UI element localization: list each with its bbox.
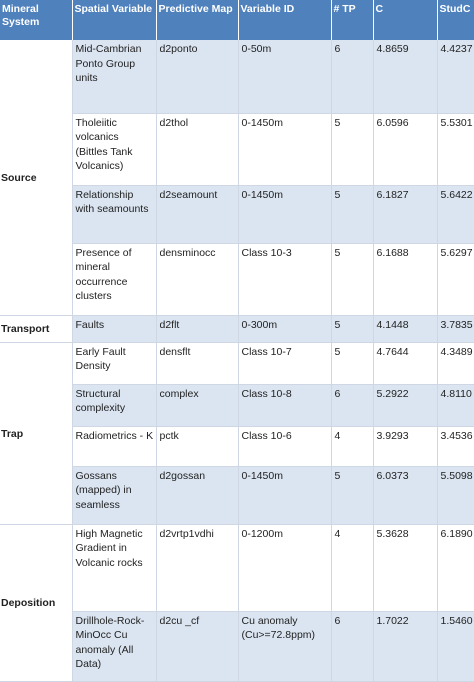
studc-cell: 4.8110 xyxy=(437,384,474,426)
system-trap: Trap xyxy=(0,342,72,524)
studc-cell: 4.3489 xyxy=(437,342,474,384)
variable-id-cell: Class 10-6 xyxy=(238,426,331,466)
table-row xyxy=(0,426,474,466)
studc-cell: 6.1890 xyxy=(437,524,474,611)
spatial-variable-cell: High Magnetic Gradient in Volcanic rocks xyxy=(72,524,156,611)
variable-id-cell: 0-1200m xyxy=(238,524,331,611)
spatial-variable-cell: Mid-Cambrian Ponto Group units xyxy=(72,40,156,113)
variable-id-cell: Cu anomaly (Cu>=72.8ppm) xyxy=(238,611,331,681)
table-row xyxy=(0,342,474,384)
variable-id-cell: 0-1450m xyxy=(238,466,331,524)
tp-cell: 5 xyxy=(331,185,373,243)
predictive-map-cell: d2gossan xyxy=(156,466,238,524)
system-deposition: Deposition xyxy=(0,524,72,681)
variable-id-cell: 0-1450m xyxy=(238,185,331,243)
header-variable-id: Variable ID xyxy=(238,0,331,40)
spatial-variable-cell: Structural complexity xyxy=(72,384,156,426)
variable-id-cell: Class 10-3 xyxy=(238,243,331,315)
tp-cell: 6 xyxy=(331,611,373,681)
tp-cell: 4 xyxy=(331,426,373,466)
predictive-map-cell: complex xyxy=(156,384,238,426)
header-studc: StudC xyxy=(437,0,474,40)
spatial-variable-cell: Early Fault Density xyxy=(72,342,156,384)
table-row xyxy=(0,243,474,315)
table-row xyxy=(0,384,474,426)
studc-cell: 5.5301 xyxy=(437,113,474,185)
predictive-map-cell: d2thol xyxy=(156,113,238,185)
variable-id-cell: Class 10-7 xyxy=(238,342,331,384)
c-cell: 4.7644 xyxy=(373,342,437,384)
predictive-map-cell: d2vrtp1vdhi xyxy=(156,524,238,611)
header-mineral-system: Mineral System xyxy=(0,0,72,40)
studc-cell: 1.5460 xyxy=(437,611,474,681)
table-row xyxy=(0,466,474,524)
spatial-variable-cell: Radiometrics - K xyxy=(72,426,156,466)
spatial-variable-cell: Tholeiitic volcanics (Bittles Tank Volcanics) xyxy=(72,113,156,185)
spatial-variable-cell: Gossans (mapped) in seamless xyxy=(72,466,156,524)
spatial-variable-cell: Presence of mineral occurrence clusters xyxy=(72,243,156,315)
system-transport: Transport xyxy=(0,315,72,342)
c-cell: 6.1688 xyxy=(373,243,437,315)
predictive-map-cell: d2flt xyxy=(156,315,238,342)
c-cell: 6.0596 xyxy=(373,113,437,185)
c-cell: 4.1448 xyxy=(373,315,437,342)
studc-cell: 5.6422 xyxy=(437,185,474,243)
variable-id-cell: 0-50m xyxy=(238,40,331,113)
predictive-map-cell: densminocc xyxy=(156,243,238,315)
tp-cell: 5 xyxy=(331,243,373,315)
table-row xyxy=(0,40,474,113)
studc-cell: 5.5098 xyxy=(437,466,474,524)
table-row xyxy=(0,113,474,185)
header-tp: # TP xyxy=(331,0,373,40)
c-cell: 3.9293 xyxy=(373,426,437,466)
spatial-variable-cell: Relationship with seamounts xyxy=(72,185,156,243)
spatial-variable-cell: Drillhole-Rock-MinOcc Cu anomaly (All Data) xyxy=(72,611,156,681)
predictive-map-cell: densflt xyxy=(156,342,238,384)
predictive-map-cell: pctk xyxy=(156,426,238,466)
c-cell: 4.8659 xyxy=(373,40,437,113)
header-spatial-variable: Spatial Variable xyxy=(72,0,156,40)
tp-cell: 5 xyxy=(331,466,373,524)
variable-id-cell: 0-1450m xyxy=(238,113,331,185)
tp-cell: 6 xyxy=(331,40,373,113)
c-cell: 6.0373 xyxy=(373,466,437,524)
tp-cell: 6 xyxy=(331,384,373,426)
variable-id-cell: Class 10-8 xyxy=(238,384,331,426)
tp-cell: 5 xyxy=(331,315,373,342)
table-row xyxy=(0,315,474,342)
header-c: C xyxy=(373,0,437,40)
c-cell: 5.2922 xyxy=(373,384,437,426)
tp-cell: 4 xyxy=(331,524,373,611)
c-cell: 5.3628 xyxy=(373,524,437,611)
tp-cell: 5 xyxy=(331,113,373,185)
c-cell: 6.1827 xyxy=(373,185,437,243)
table-row xyxy=(0,524,474,611)
header-predictive-map: Predictive Map xyxy=(156,0,238,40)
table-row xyxy=(0,185,474,243)
studc-cell: 5.6297 xyxy=(437,243,474,315)
studc-cell: 3.4536 xyxy=(437,426,474,466)
predictive-map-cell: d2cu _cf xyxy=(156,611,238,681)
predictive-map-cell: d2ponto xyxy=(156,40,238,113)
c-cell: 1.7022 xyxy=(373,611,437,681)
system-source: Source xyxy=(0,40,72,315)
studc-cell: 3.7835 xyxy=(437,315,474,342)
variable-id-cell: 0-300m xyxy=(238,315,331,342)
tp-cell: 5 xyxy=(331,342,373,384)
studc-cell: 4.4237 xyxy=(437,40,474,113)
table-row xyxy=(0,611,474,681)
predictive-map-cell: d2seamount xyxy=(156,185,238,243)
spatial-variable-cell: Faults xyxy=(72,315,156,342)
header-row xyxy=(0,0,474,40)
